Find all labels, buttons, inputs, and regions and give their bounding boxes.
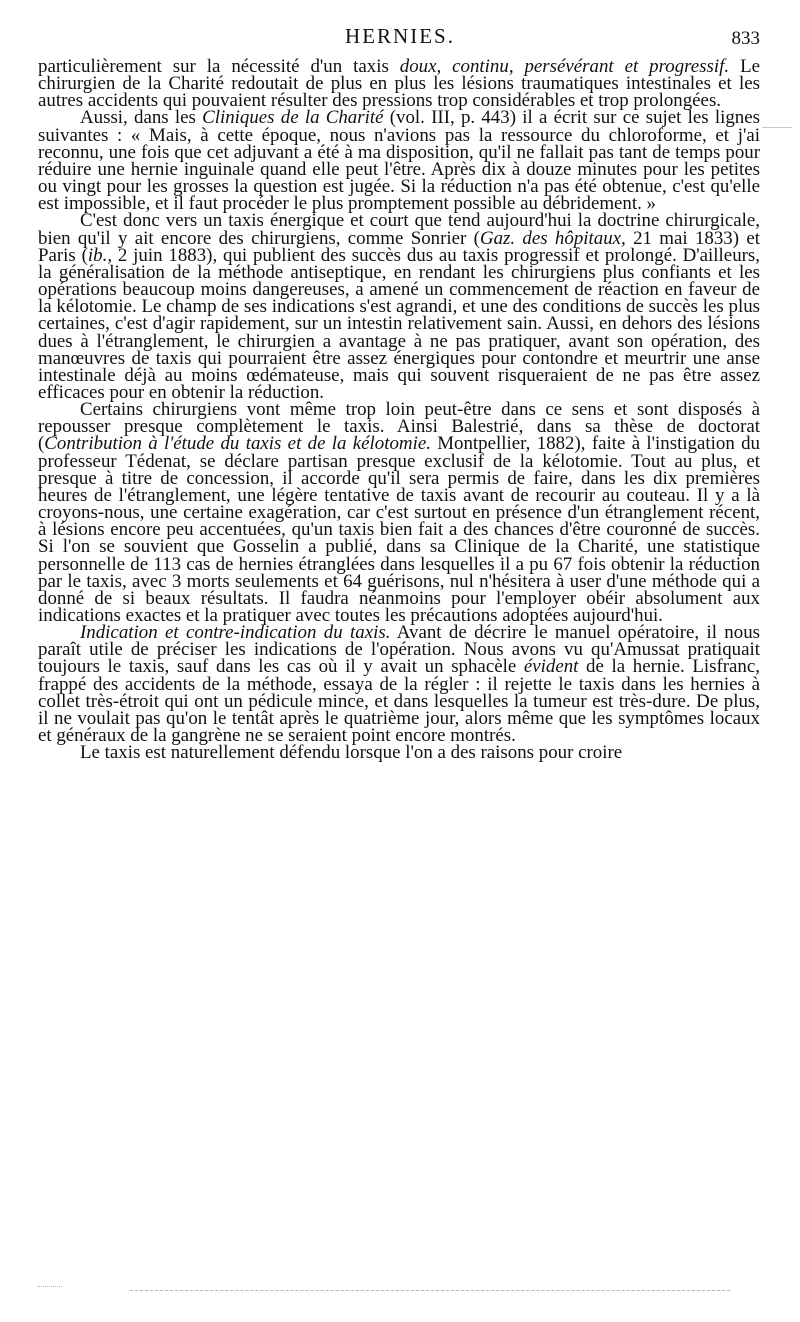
margin-mark	[762, 127, 792, 128]
footer-mark	[38, 1286, 62, 1287]
text-run: (vol. III, p. 443) il a écrit sur ce sujet les lignes suivantes : « Mais, à cette époque, nous n'avions pas la ressource du chloroforme, et j'ai reconnu, une fois que cet adjuvant a été à ma disposition, qu'il ne fallait pas tant de temps pour réduire une hernie inguinale quand elle peut l'être. Après dix à douze minutes pour les petites ou vingt pour les grosses la question est jugée. Si la réduction n'a pas été obtenue, c'est qu'elle est impossible, et il faut procéder le plus promptement possible au débridement. »	[38, 107, 760, 215]
italic-run: Indication et contre-indication du taxis.	[80, 622, 391, 644]
italic-run: Contribution à l'étude du taxis et de la kélotomie.	[44, 433, 431, 455]
body-text	[38, 56, 760, 764]
paragraph-4	[38, 401, 760, 624]
footer-rule	[130, 1290, 730, 1291]
text-run: C'est donc vers un taxis énergique et court que tend aujourd'hui la doctrine chirurgicale, bien qu'il y ait encore des chirurgiens, comme Sonrier (	[38, 210, 760, 249]
text-run: Certains chirurgiens vont même trop loin peut-être dans ce sens et sont disposés à repousser presque complètement le taxis. Ainsi Balestrié, dans sa thèse de doctorat (	[38, 399, 760, 455]
text-run: 21 mai 1833) et Paris (	[38, 227, 760, 266]
italic-run: Gaz. des hôpitaux,	[479, 227, 626, 249]
paragraph-2	[38, 107, 760, 215]
page-number: 833	[731, 28, 760, 49]
page-header	[40, 24, 760, 52]
paragraph-6	[38, 742, 760, 764]
text-run: Montpellier, 1882), faite à l'instigation du professeur Tédenat, se déclare partisan presque exclusif de la kélotomie. Tout au plus, et presque à titre de concession, il accorde qu'il sera permis de faire, dans les dix premières heures de l'étranglement, une légère tentative de taxis avant de recourir au couteau. Il y a là croyons-nous, une certaine exagération, car c'est surtout en présence d'un étranglement récent, à lésions encore peu accentuées, qu'un taxis bien fait a des chances d'être couronné de succès. Si l'on se souvient que Gosselin a publié, dans sa Clinique de la Charité, une statistique personnelle de 113 cas de hernies étranglées dans lesquelles il a pu 67 fois obtenir la réduction par le taxis, avec 3 morts seulements et 64 guérisons, nul n'hésitera à user d'une méthode qui a donné de si beaux résultats. Il faudra néanmoins pour l'employer obéir absolument aux indications exactes et la pratiquer avec toutes les précautions adoptées aujourd'hui.	[38, 433, 760, 626]
text-run: Le taxis est naturellement défendu lorsque l'on a des raisons pour croire	[80, 742, 623, 764]
paragraph-5	[38, 622, 760, 747]
running-head: HERNIES.	[345, 24, 455, 48]
italic-run: évident	[523, 656, 579, 678]
paragraph-1	[38, 56, 760, 112]
text-run: Avant de décrire le manuel opératoire, il nous paraît utile de préciser les indications de l'opération. Nous avons vu qu'Amussat pratiquait toujours le taxis, sauf dans les cas où il y avait un sphacèle	[38, 622, 760, 678]
paragraph-3	[38, 212, 760, 401]
text-run: particulièrement sur la nécessité d'un taxis	[38, 56, 400, 77]
text-run: Le chirurgien de la Charité redoutait de plus en plus les lésions traumatiques intestinales et les autres accidents qui pouvaient résulter des pressions trop considérables et trop prolongées.	[38, 56, 760, 112]
italic-run: doux, continu, persévérant et progressif.	[399, 56, 730, 77]
text-run: 2 juin 1883), qui publient des succès dus au taxis progressif et prolongé. D'ailleurs, la généralisation de la méthode antiseptique, en rendant les chirurgiens plus confiants et les opérations beaucoup moins dangereuses, a amené un commencement de réaction en faveur de la kélotomie. Le champ de ses indications s'est agrandi, et une des conditions de succès les plus certaines, c'est d'agir rapidement, sur un intestin relativement sain. Aussi, en dehors des lésions dues à l'étranglement, le chirurgien a avantage à ne pas pratiquer, avant son opération, des manœuvres de taxis qui pourraient être assez énergiques pour contondre et meurtrir une anse intestinale déjà au moins œdémateuse, mais qui souvent risqueraient de ne pas être assez efficaces pour en obtenir la réduction.	[38, 244, 760, 403]
text-run: de la hernie. Lisfranc, frappé des accidents de la méthode, essaya de la régler : il rejette le taxis dans les hernies à collet très-étroit qui ont un pédicule mince, et dans lesquelles la tumeur est très-dure. De plus, il ne voulait pas qu'on le tentât après le quatrième jour, alors même que les symptômes locaux et généraux de la gangrène ne se seraient point encore montrés.	[38, 656, 760, 747]
italic-run: Cliniques de la Charité	[202, 107, 384, 129]
text-run: Aussi, dans les	[80, 107, 203, 129]
italic-run: ib.,	[87, 244, 113, 266]
